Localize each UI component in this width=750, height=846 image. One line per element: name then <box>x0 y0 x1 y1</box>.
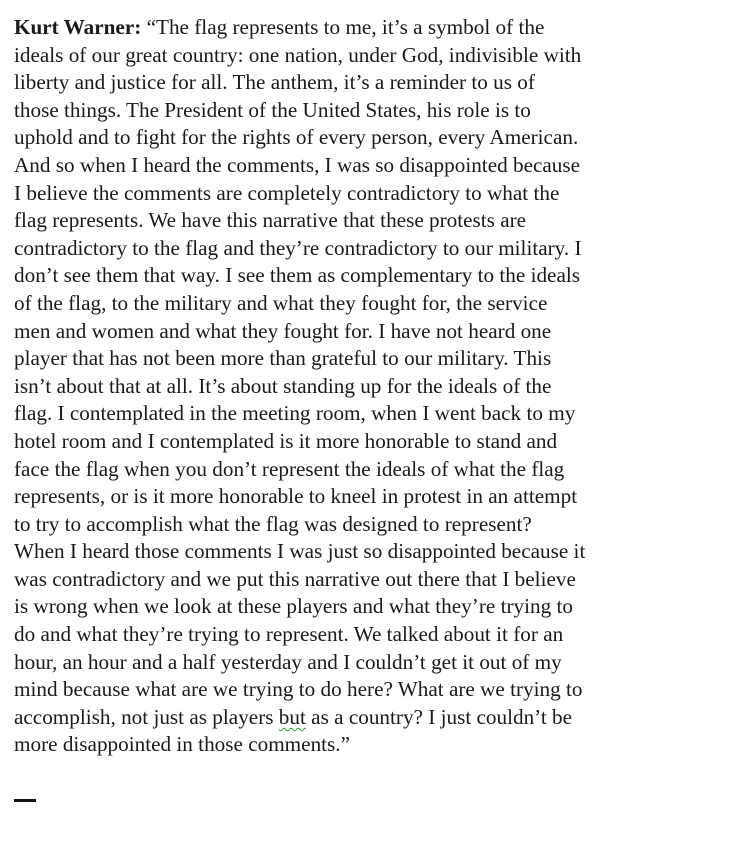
quote-line-13: player that has not been more than grateful to our military. This <box>14 346 552 371</box>
quote-line-18: represents, or is it more honorable to kneel in protest in an attempt <box>14 484 578 509</box>
line-26-after: as a country? I just couldn’t be <box>305 704 573 729</box>
quote-line-1 <box>14 14 738 42</box>
quote-line-21: was contradictory and we put this narrative out there that I believe <box>14 566 576 591</box>
quote-line-24: hour, an hour and a half yesterday and I couldn’t get it out of my <box>14 649 562 674</box>
quote-line-19: to try to accomplish what the flag was designed to represent? <box>14 511 532 536</box>
quote-line-9: contradictory to the flag and they’re contradictory to our military. I <box>14 235 582 260</box>
quote-text: “The flag represents to me, it’s a symbol of the <box>146 15 545 39</box>
line-26-before: accomplish, not just as players <box>14 704 279 729</box>
quote-line-7: I believe the comments are completely contradictory to what the <box>14 180 560 205</box>
quote-line-3: liberty and justice for all. The anthem, it’s a reminder to us of <box>14 70 535 95</box>
quote-paragraph <box>14 14 738 759</box>
end-rule-divider <box>14 799 36 802</box>
quote-line-26 <box>14 704 738 732</box>
quote-line-20: When I heard those comments I was just so disappointed because it <box>14 539 586 564</box>
speaker-name: Kurt Warner: <box>14 15 142 39</box>
quote-line-5: uphold and to fight for the rights of every person, every American. <box>14 125 579 150</box>
quote-line-11: of the flag, to the military and what they fought for, the service <box>14 290 548 315</box>
quote-line-16: hotel room and I contemplated is it more honorable to stand and <box>14 428 558 453</box>
spellcheck-flagged-word[interactable]: but <box>278 704 306 729</box>
quote-line-17: face the flag when you don’t represent the ideals of what the flag <box>14 456 565 481</box>
quote-line-15: flag. I contemplated in the meeting room, when I went back to my <box>14 401 576 426</box>
quote-line-23: do and what they’re trying to represent. We talked about it for an <box>14 622 564 647</box>
quote-line-22: is wrong when we look at these players and what they’re trying to <box>14 594 573 619</box>
quote-line-12: men and women and what they fought for. I have not heard one <box>14 318 552 343</box>
quote-line-25: mind because what are we trying to do here? What are we trying to <box>14 677 583 702</box>
document-page <box>14 14 738 759</box>
quote-line-2: ideals of our great country: one nation, under God, indivisible with <box>14 42 582 67</box>
quote-line-8: flag represents. We have this narrative that these protests are <box>14 208 527 233</box>
quote-line-14: isn’t about that at all. It’s about standing up for the ideals of the <box>14 373 552 398</box>
quote-line-27: more disappointed in those comments.” <box>14 732 350 757</box>
quote-line-4: those things. The President of the United States, his role is to <box>14 97 531 122</box>
quote-line-10: don’t see them that way. I see them as complementary to the ideals <box>14 263 580 288</box>
quote-line-6: And so when I heard the comments, I was so disappointed because <box>14 152 581 177</box>
